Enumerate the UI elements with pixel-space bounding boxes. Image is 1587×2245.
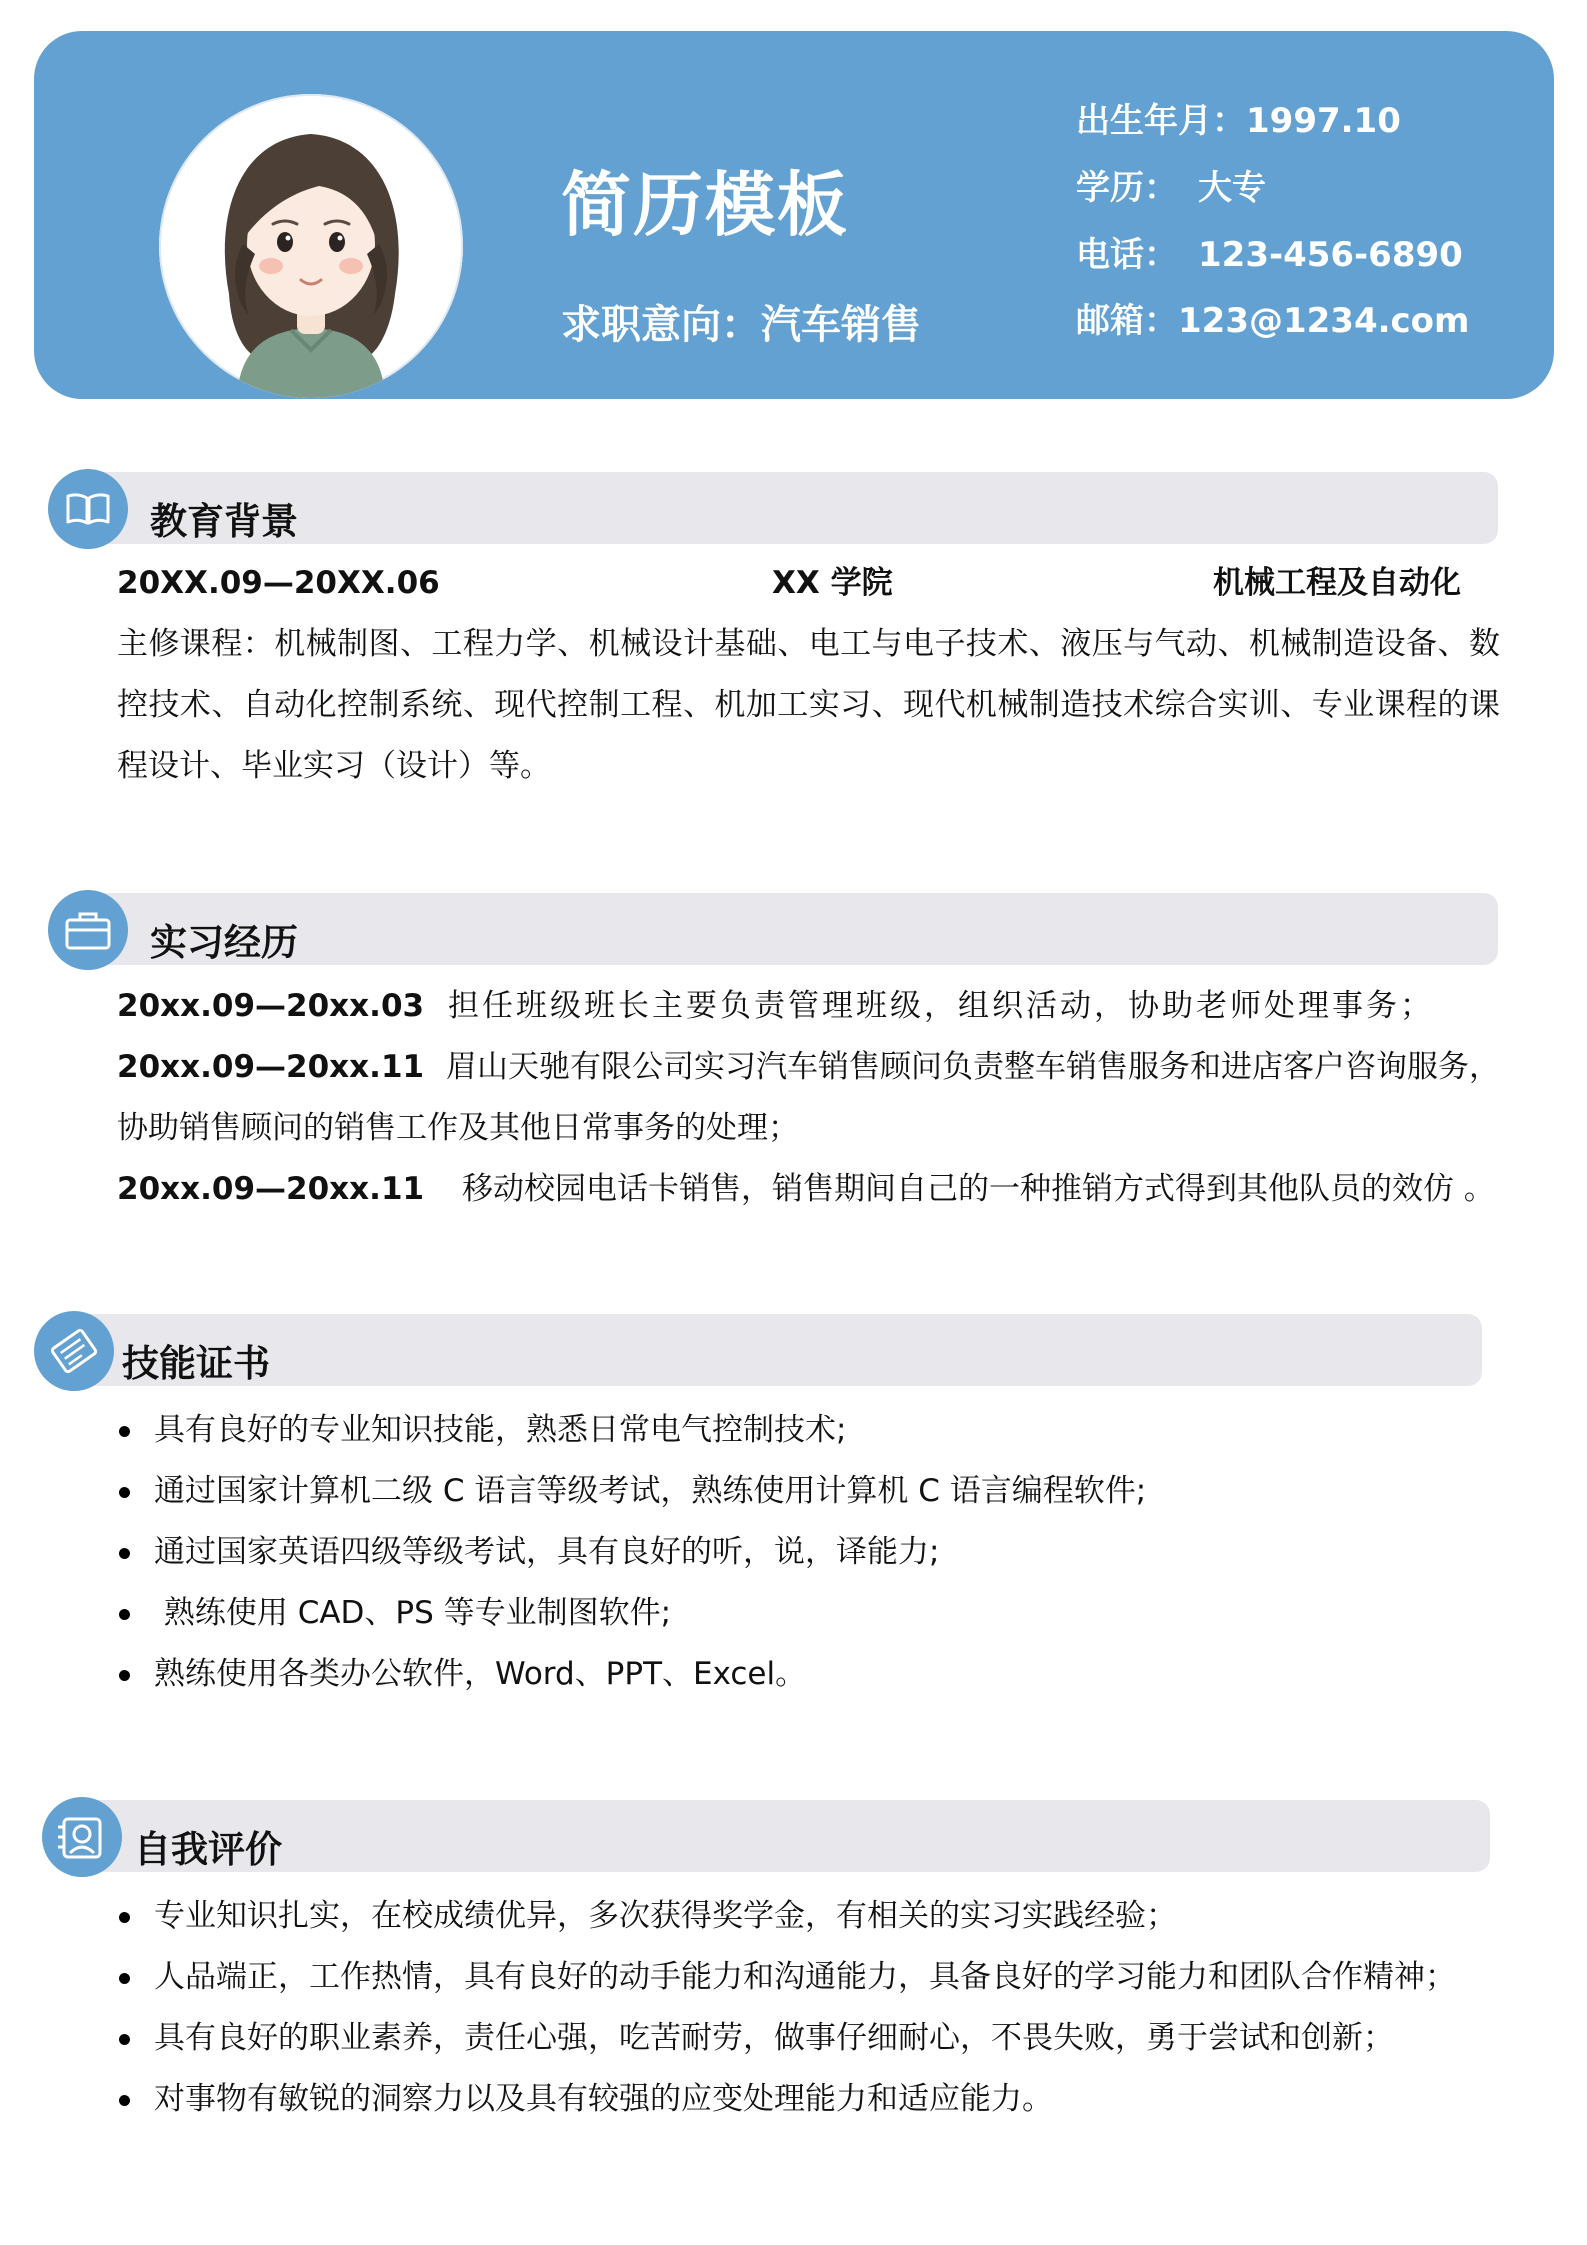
internship-desc: 担任班级班长主要负责管理班级，组织活动，协助老师处理事务； xyxy=(447,988,1434,1024)
info-education-label: 学历： xyxy=(1076,168,1178,208)
internship-period: 20xx.09—20xx.03 xyxy=(117,988,425,1024)
education-period: 20XX.09—20XX.06 xyxy=(117,565,440,601)
info-email-value: 123@1234.com xyxy=(1178,301,1470,341)
info-email xyxy=(1076,293,1469,342)
info-email-label: 邮箱： xyxy=(1076,301,1178,341)
list-item: 具有良好的职业素养，责任心强，吃苦耐劳，做事仔细耐心，不畏失败，勇于尝试和创新； xyxy=(117,2008,1456,2069)
skills-section-bar xyxy=(76,1314,1482,1386)
list-item: 通过国家英语四级等级考试，具有良好的听，说，译能力; xyxy=(117,1522,1146,1583)
resume-title: 简历模板 xyxy=(561,164,849,246)
internship-desc: 眉山天驰有限公司实习汽车销售顾问负责整车销售服务和进店客户咨询服务，协助销售顾问的销售工作及其他日常事务的处理； xyxy=(117,1049,1500,1146)
info-education xyxy=(1076,160,1266,209)
education-section-bar xyxy=(88,472,1498,544)
internship-item xyxy=(117,976,1434,1037)
internship-title: 实习经历 xyxy=(150,921,298,964)
education-school: XX 学院 xyxy=(772,565,893,601)
job-intent: 求职意向：汽车销售 xyxy=(561,302,921,348)
info-phone-value: 123-456-6890 xyxy=(1198,235,1463,275)
info-phone xyxy=(1076,227,1463,276)
self-evaluation-icon xyxy=(42,1797,122,1877)
internship-section-bar xyxy=(88,893,1498,965)
book-icon xyxy=(48,469,128,549)
internship-desc: 移动校园电话卡销售，销售期间自己的一种推销方式得到其他队员的效仿 。 xyxy=(461,1171,1495,1207)
internship-item xyxy=(117,1037,1500,1159)
info-education-value: 大专 xyxy=(1198,168,1266,208)
header-banner xyxy=(34,31,1554,399)
education-major: 机械工程及自动化 xyxy=(1213,565,1461,601)
education-title: 教育背景 xyxy=(150,500,298,543)
info-birth-label: 出生年月： xyxy=(1076,101,1246,141)
self-eval-list xyxy=(117,1886,1456,2130)
self-eval-section-bar xyxy=(84,1800,1490,1872)
avatar-illustration xyxy=(159,94,463,398)
internship-period: 20xx.09—20xx.11 xyxy=(117,1049,425,1085)
skills-title: 技能证书 xyxy=(122,1342,270,1385)
internship-item xyxy=(117,1159,1495,1220)
briefcase-icon xyxy=(48,890,128,970)
list-item: 熟练使用 CAD、PS 等专业制图软件; xyxy=(117,1583,1146,1644)
list-item: 对事物有敏锐的洞察力以及具有较强的应变处理能力和适应能力。 xyxy=(117,2069,1456,2130)
list-item: 熟练使用各类办公软件，Word、PPT、Excel。 xyxy=(117,1644,1146,1705)
list-item: 专业知识扎实，在校成绩优异，多次获得奖学金，有相关的实习实践经验； xyxy=(117,1886,1456,1947)
skills-list xyxy=(117,1400,1146,1705)
certificate-icon xyxy=(34,1311,114,1391)
list-item: 通过国家计算机二级 C 语言等级考试，熟练使用计算机 C 语言编程软件; xyxy=(117,1461,1146,1522)
avatar xyxy=(159,94,463,398)
info-birth xyxy=(1076,93,1401,142)
list-item: 人品端正，工作热情，具有良好的动手能力和沟通能力，具备良好的学习能力和团队合作精神； xyxy=(117,1947,1456,2008)
list-item: 具有良好的专业知识技能，熟悉日常电气控制技术; xyxy=(117,1400,1146,1461)
education-courses: 主修课程：机械制图、工程力学、机械设计基础、电工与电子技术、液压与气动、机械制造设备、数控技术、自动化控制系统、现代控制工程、机加工实习、现代机械制造技术综合实训、专业课程的课程设计、毕业实习（设计）等。 xyxy=(117,626,1500,784)
internship-period: 20xx.09—20xx.11 xyxy=(117,1171,425,1207)
self-eval-title: 自我评价 xyxy=(134,1828,282,1871)
info-phone-label: 电话： xyxy=(1076,235,1178,275)
info-birth-value: 1997.10 xyxy=(1246,101,1401,141)
